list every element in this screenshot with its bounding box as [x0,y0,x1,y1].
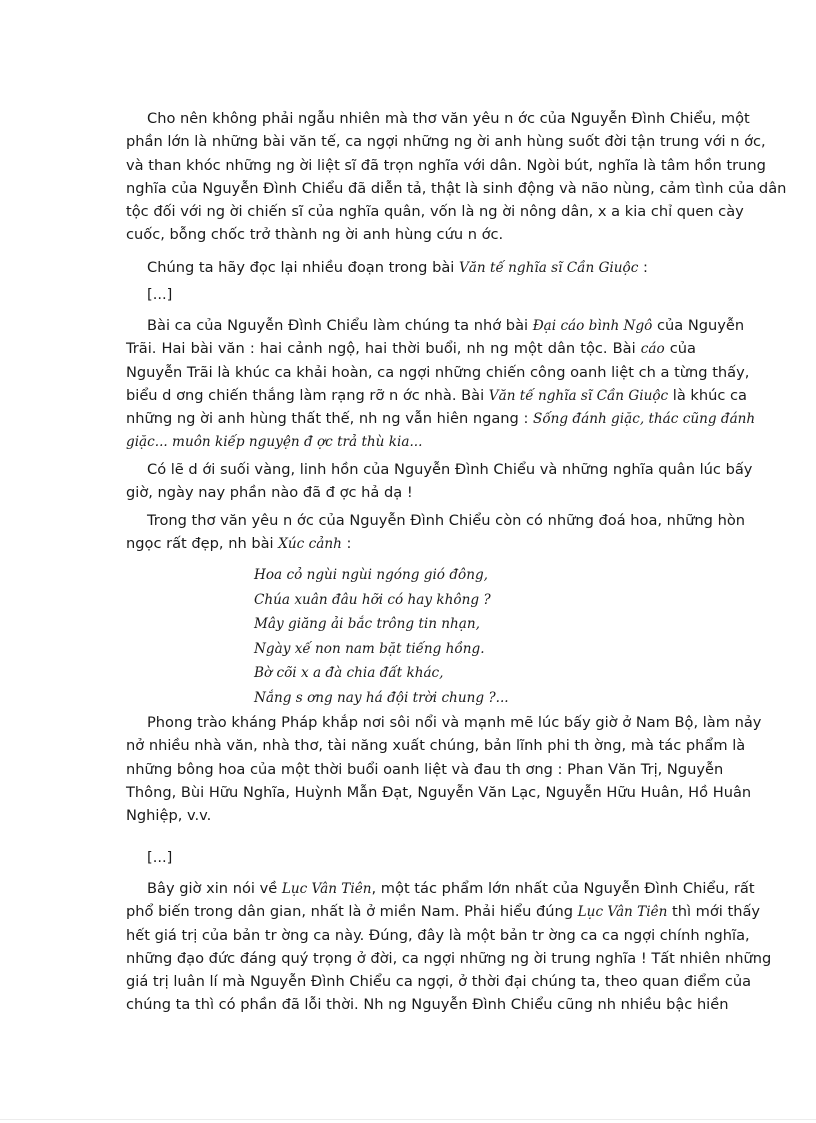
work-title: cáo [640,341,665,358]
text-span: phổ biến trong dân gian, nhất là ở miền Nam. Phải hiểu đúng [126,903,578,921]
text-line [126,430,696,453]
text-line: tộc đối với ng ời chiến sĩ của nghĩa quân, vốn là ng ời nông dân, x a kia chỉ quen cày [126,203,744,221]
text-line: giá trị luân lí mà Nguyễn Đình Chiểu ca ngợi, ở thời đại chúng ta, theo quan điểm của [126,973,752,991]
paragraph-3 [126,314,756,454]
text-span: những ng ời anh hùng thất thế, nh ng vẫn hiên ngang : [126,410,534,428]
text-line: Nguyễn Trãi là khúc ca khải hoàn, ca ngợi những chiến công oanh liệt ch a từng thấy, [126,363,750,381]
work-title: Đại cáo bình Ngô [532,318,653,334]
quote-text: giặc... muôn kiếp nguyện đ ợc trả thù kia... [126,434,423,451]
text-line [126,384,747,407]
text-line: chúng ta thì có phần đã lỗi thời. Nh ng Nguyễn Đình Chiểu cũng nh nhiều bậc hiền [126,996,729,1014]
paragraph-6 [126,711,762,827]
text-line: phần lớn là những bài văn tế, ca ngợi những ng ời anh hùng suốt đời tận trung với n ớc, [126,133,766,151]
text-line: giờ, ngày nay phần nào đã đ ợc hả dạ ! [126,484,413,502]
text-span: ngọc rất đẹp, nh bài [126,535,279,553]
poem-line: Bờ cõi x a đà chia đất khác, [254,665,444,682]
text-line: những đạo đức đáng quý trọng ở đời, ca ngợi những ng ời trung nghĩa ! Tất nhiên những [126,949,772,967]
text-line [126,877,755,900]
text-line: cuốc, bỗng chốc trở thành ng ời anh hùng cứu n ớc. [126,226,504,244]
text-line [126,532,696,555]
work-title: Lục Vân Tiên [281,881,372,897]
text-line: Trong thơ văn yêu n ớc của Nguyễn Đình Chiểu còn có những đoá hoa, những hòn [147,512,746,529]
quote-text: Sống đánh giặc, thác cũng đánh [533,411,756,428]
paragraph-5 [126,509,746,556]
work-title: Xúc cảnh [278,536,342,553]
text-line: [...] [147,849,173,866]
paragraph-2 [126,256,696,279]
text-span: Trãi. Hai bài văn : hai cảnh ngộ, hai thời buổi, nh ng một dân tộc. Bài [126,340,641,358]
ellipsis-2 [126,846,696,869]
text-span: : [638,259,648,276]
paragraph-4 [126,458,753,505]
text-span: là khúc ca [668,386,747,404]
page-edge-divider [0,1119,816,1120]
paragraph-7 [126,877,772,1017]
text-line: và than khóc những ng ời liệt sĩ đã trọn nghĩa với dân. Ngòi bút, nghĩa là tâm hồn trung [126,156,766,174]
poem-line: Nắng s ơng nay há đội trời chung ?... [254,689,509,706]
text-span: của [664,340,696,358]
text-line: hết giá trị của bản tr ờng ca này. Đúng, đây là một bản tr ờng ca ca ngợi chính nghĩa, [126,926,750,944]
text-line [126,407,756,430]
work-title: Văn tế nghĩa sĩ Cần Giuộc [488,387,669,404]
text-span: : [341,535,352,553]
text-span: thì mới thấy [667,903,761,921]
text-line: Cho nên không phải ngẫu nhiên mà thơ văn yêu n ớc của Nguyễn Đình Chiểu, một [147,110,750,127]
text-line: nghĩa của Nguyễn Đình Chiểu đã diễn tả, thật là sinh động và não nùng, cảm tình của dân [126,179,787,197]
paragraph-1 [126,107,787,247]
text-line [126,314,745,337]
work-title: Lục Vân Tiên [577,904,668,921]
work-title: Văn tế nghĩa sĩ Cần Giuộc [458,260,639,276]
ellipsis-1 [126,283,696,306]
text-line [126,337,696,360]
poem-block [254,563,509,711]
text-line: nở nhiều nhà văn, nhà thơ, tài năng xuất chúng, bản lĩnh phi th ờng, mà tác phẩm là [126,737,746,755]
text-line: những bông hoa của một thời buổi oanh liệt và đau th ơng : Phan Văn Trị, Nguyễn [126,760,724,778]
text-span: Bây giờ xin nói về [147,880,282,897]
text-line: Nghiệp, v.v. [126,807,212,825]
text-span: Bài ca của Nguyễn Đình Chiểu làm chúng ta nhớ bài [147,317,533,334]
text-span: biểu d ơng chiến thắng làm rạng rỡ n ớc nhà. Bài [126,386,489,404]
text-line: [...] [147,286,173,303]
text-span: của Nguyễn [652,317,745,334]
poem-line: Ngày xế non nam bặt tiếng hồng. [254,640,485,657]
text-span: Chúng ta hãy đọc lại nhiều đoạn trong bài [147,259,459,276]
poem-line: Hoa cỏ ngùi ngùi ngóng gió đông, [254,567,488,583]
text-span: , một tác phẩm lớn nhất của Nguyễn Đình Chiểu, rất [371,880,755,897]
text-line: Phong trào kháng Pháp khắp nơi sôi nổi và mạnh mẽ lúc bấy giờ ở Nam Bộ, làm nảy [147,714,762,731]
poem-line: Mây giăng ải bắc trông tin nhạn, [254,616,480,633]
text-line [126,900,761,923]
text-line: Thông, Bùi Hữu Nghĩa, Huỳnh Mẫn Đạt, Nguyễn Văn Lạc, Nguyễn Hữu Huân, Hồ Huân [126,783,752,801]
poem-line: Chúa xuân đâu hỡi có hay không ? [254,591,491,608]
text-line: Có lẽ d ới suối vàng, linh hồn của Nguyễn Đình Chiểu và những nghĩa quân lúc bấy [147,461,753,478]
text-line [126,256,696,279]
